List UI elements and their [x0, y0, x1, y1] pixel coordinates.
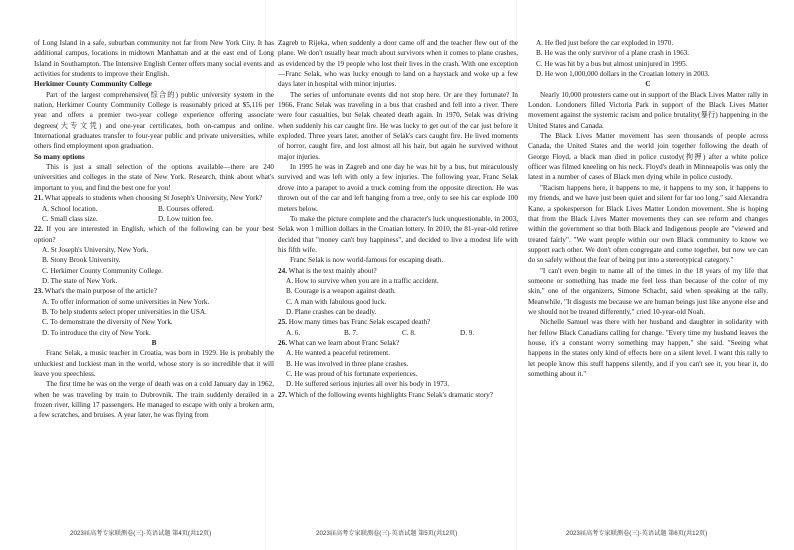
section-letter: B [151, 338, 157, 347]
question-text: If you are interested in English, which of the following can be your best option? [34, 225, 274, 244]
section-heading: So many options [34, 152, 85, 161]
options-25 [278, 328, 518, 338]
option-a: A. He wanted a peaceful retirement. [286, 349, 390, 358]
question-number: 22. [34, 225, 43, 234]
option-d: D. 9. [460, 328, 475, 337]
paragraph: The first time he was on the verge of death was on a cold January day in 1962, when he was traveling by train to Dubrovnik. The train suddenly derailed in a frozen river, killing 17 passengers. He managed to escape with only a broken arm, a few scratches, and bruises. A year later, he was flying from [34, 380, 274, 420]
paragraph: Part of the largest comprehensive(综合的) public university system in the nation, Herkimer County Community College is reasonably priced at $5,116 per year and offers a premier two-year college experience offering associate degrees(大专文凭) and one-year certificates, both on-campus and online. International graduates transfer to four-year public and private universities, while others find employment upon graduation. [34, 90, 274, 151]
option-c: C. He was hit by a bus but almost uninjured in 1995. [536, 59, 688, 68]
question-number: 23. [34, 287, 43, 296]
question-number: 26. [278, 338, 287, 347]
question-number: 27. [278, 390, 287, 399]
option-d: D. He won 1,000,000 dollars in the Croatian lottery in 2003. [536, 70, 710, 79]
option-d: D. The state of New York. [42, 276, 118, 285]
option-b: B. 7. [344, 328, 358, 337]
option-d: D. Low tuition fee. [158, 214, 213, 223]
column-left [34, 38, 274, 528]
option-b: B. Courses offered. [158, 204, 214, 213]
question-24 [278, 266, 518, 276]
question-text: Which of the following events highlights Franc Selak's dramatic story? [288, 390, 493, 399]
question-text: What appeals to students when choosing St Joseph's University, New York? [44, 194, 263, 203]
option-a: A. He fled just before the car exploded in 1970. [536, 39, 674, 47]
option-d: D. He suffered serious injuries all over his body in 1973. [286, 380, 450, 389]
question-text: How many times has Franc Selak escaped death? [288, 318, 431, 327]
paragraph: "I can't even begin to name all of the times in the 18 years of my life that someone or something has made me feel less than because of the color of my skin," one of the organizers, Simone Schacht, said when speaking at the rally. Meanwhile, "It disgusts me because we are human beings just like anyone else and we should not be treated differently," cried 10-year-old Noah. [528, 266, 768, 316]
option-c: C. 8. [402, 328, 416, 337]
option-b: B. He was involved in three plane crashes. [286, 359, 409, 368]
paragraph: of Long Island in a safe, suburban community not far from New York City. It has additional campus, locations in midtown Manhattan and at the east end of Long Island in Southampton. The Intensive English Center offers many social events and activities for students to improve their English. [34, 39, 274, 79]
paragraph: The series of unfortunate events did not stop here. Or are they fortunate? In 1966, Franc Selak was traveling in a bus that crashed and fell into a river. There were four casualties, but Selak cheated death again. In 1970, Selak was driving when suddenly his car caught fire. He was lucky to get out of the car just before it exploded. Three years later, another of Selak's cars caught fire. He lived moments of horror, caught fire, and lost almost all his hair, but again he survived without major injuries. [278, 90, 518, 161]
option-c: C. He was proud of his fortunate experiences. [286, 370, 418, 378]
page-footer: 2023届高考专家联测卷(三)·英语试题 第6页(共12页) [566, 530, 708, 537]
question-21 [34, 193, 274, 203]
paragraph: Franc Selak, a music teacher in Croatia, was born in 1929. He is probably the unluckiest and luckiest man in the world, whose story is so incredible that it will leave you speechless. [34, 349, 274, 378]
option-b: B. Stony Brook University. [42, 256, 121, 265]
paragraph: Nichelle Samuel was there with her husband and daughter in solidarity with her fellow Black Canadians calling for change. "Every time my husband leaves the house, it's a constant worry something may happen," she said. "Seeing what happens in the states only kind of effects here on a silent level. I want this rally to let people know this stuff happens silently, and if you can't see it, you hear it, do something about it." [528, 318, 768, 378]
paragraph: In 1995 he was in Zagreb and one day he was hit by a bus, but miraculously survived and was left with only a few injuries. The following year, Franc Selak drove into a parapet to avoid a truck coming from the opposite direction. He was thrown out of the car and left hanging from a tree, only to see his car explode 100 meters below. [278, 163, 518, 213]
option-d: D. Plane crashes can be deadly. [286, 307, 377, 316]
page-footer: 2023届高考专家联测卷(三)·英语试题 第5页(共12页) [316, 530, 458, 537]
paragraph: To make the picture complete and the character's luck unquestionable, in 2003, Selak won 1 million dollars in the Croatian lottery. In 2010, the 81-year-old retiree decided that "money can't buy happiness", and decided to live a modest life with his fifth wife. [278, 214, 518, 254]
question-25 [278, 317, 518, 327]
option-c: C. Herkimer County Community College. [42, 266, 163, 275]
question-22 [34, 224, 274, 245]
option-b: B. He was the only survivor of a plane crash in 1963. [536, 49, 690, 58]
option-a: A. 6. [286, 328, 301, 337]
question-number: 25. [278, 318, 287, 327]
question-number: 21. [34, 194, 43, 203]
question-text: What's the main purpose of the article? [44, 287, 157, 296]
question-26 [278, 338, 518, 348]
paragraph: Nearly 10,000 protesters came out in support of the Black Lives Matter rally in London. Londoners filled Victoria Park in support of the Black Lives Matter movement against the systemic racism and police brutality(暴行) happening in the United States and Canada. [528, 90, 768, 130]
option-c: C. Small class size. [42, 214, 98, 223]
option-a: A. How to survive when you are in a traffic accident. [286, 276, 439, 285]
option-a: A. St Joseph's University, New York. [42, 245, 149, 254]
option-c: C. To demonstrate the diversity of New York. [42, 318, 173, 327]
paragraph: This is just a small selection of the options available—there are 240 universities and colleges in the state of New York. Research, think about what's important to you, and find the best one for you! [34, 163, 274, 192]
paragraph: "Racism happens here, it happens to me, it happens to my son, it happens to my friends, and we have just been quiet and silent for far too long," said Alexandra Kane, a spokesperson for Black Lives Matter London movement. She is hoping that from the Black Lives Matter movements they can see reform and changes within the government so that both Black and Indigenous people are "viewed and treated fairly". "We want people within our own Black community to know we support each other. We don't often congregate and come together, but now we can do so safely without the fear of being put into a stereotypical category." [528, 183, 768, 265]
paragraph: The Black Lives Matter movement has seen thousands of people across Canada, the United States and the world join together following the death of George Floyd, a black man died in police custody(拘押) after a white police officer was filmed kneeling on his neck. Floyd's death in Minneapolis was only the latest in a number of cases of Black men dying while in police custody. [528, 132, 768, 182]
section-heading: Herkimer County Community College [34, 80, 152, 89]
option-b: B. Courage is a weapon against death. [286, 287, 396, 296]
option-a: A. To offer information of some universities in New York. [42, 297, 210, 306]
paragraph: Zagreb to Rijeka, when suddenly a door came off and the teacher flew out of the plane. We don't usually hear much about survivors when it comes to plane crashes, as evidenced by the 19 people who lost their lives in the crash. With one exception—Franc Selak, who was lucky enough to land on a haystack and woke up a few days later in hospital with minor injuries. [278, 39, 518, 89]
question-text: What is the text mainly about? [288, 266, 377, 275]
option-b: B. To help students select proper universities in the USA. [42, 307, 207, 316]
section-letter: C [645, 80, 651, 89]
page-footer: 2023届高考专家联测卷(三)·英语试题 第4页(共12页) [70, 530, 212, 537]
question-number: 24. [278, 266, 287, 275]
options-21 [34, 204, 274, 225]
question-text: What can we learn about Franc Selak? [288, 338, 400, 347]
column-right [528, 38, 768, 528]
question-27 [278, 390, 518, 400]
option-c: C. A man with fabulous good luck. [286, 297, 387, 306]
option-a: A. School location. [42, 204, 98, 213]
question-23 [34, 286, 274, 296]
option-d: D. To introduce the city of New York. [42, 328, 151, 337]
column-middle [278, 38, 518, 528]
paragraph: Franc Selak is now world-famous for escaping death. [290, 256, 444, 265]
